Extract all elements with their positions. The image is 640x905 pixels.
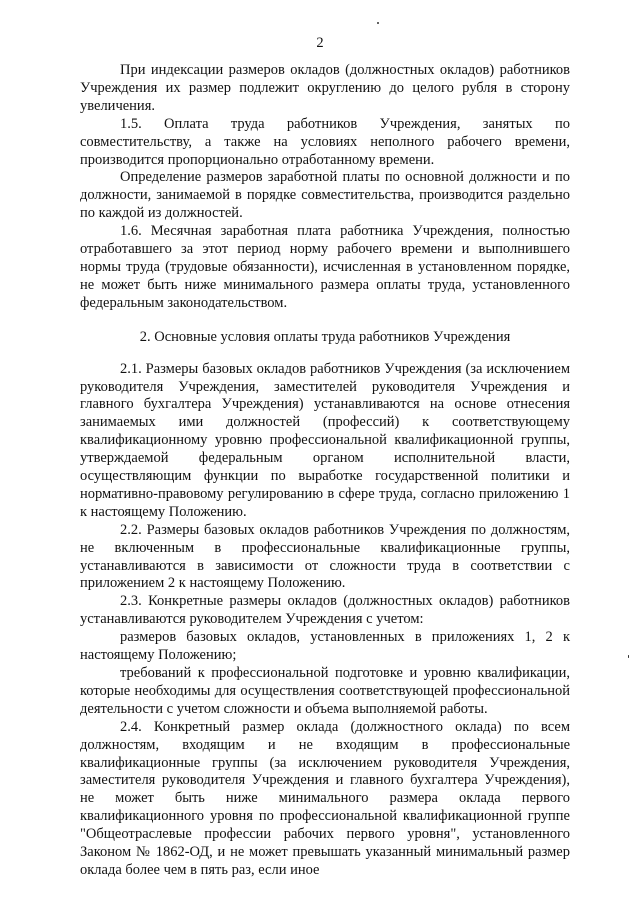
paragraph-2-3-item-1: размеров базовых окладов, установленных в приложениях 1, 2 к настоящему Положению; (80, 629, 570, 664)
paragraph-2-4: 2.4. Конкретный размер оклада (должностного оклада) по всем должностям, входящим и не входящим в профессиональные квалификационные группы (за исключением руководителя Учреждения, заместителя руководителя Учреждения и главного бухгалтера Учреждения), не может быть ниже минимального размера оклада первого квалификационного уровня по профессиональной квалификационной группе "Общеотраслевые профессии рабочих первого уровня", установленного Законом № 1862-ОД, и не может превышать указанный минимальный размер оклада более чем в пять раз, если иное (80, 718, 570, 878)
paragraph-2-2: 2.2. Размеры базовых окладов работников Учреждения по должностям, не включенным в профессиональные квалификационные группы, устанавливаются в зависимости от сложности труда в соответствии с приложением 2 к настоящему Положению. (80, 521, 570, 592)
paragraph-salary-determination: Определение размеров заработной платы по основной должности и по должности, занимаемой в порядке совместительства, производится раздельно по каждой из должностей. (80, 169, 570, 222)
paragraph-indexation: При индексации размеров окладов (должностных окладов) работников Учреждения их размер подлежит округлению до целого рубля в сторону увеличения. (80, 62, 570, 114)
scan-speck (377, 22, 379, 24)
section-heading-2: 2. Основные условия оплаты труда работников Учреждения (139, 328, 511, 345)
paragraph-2-3-item-2: требований к профессиональной подготовке и уровню квалификации, которые необходимы для осуществления соответствующей профессиональной деятельности с учетом сложности и объема выполняемой работы. (80, 665, 570, 717)
paragraph-1-5: 1.5. Оплата труда работников Учреждения, занятых по совместительству, а также на условиях неполного рабочего времени, производится пропорционально отработанному времени. (80, 115, 570, 168)
paragraph-2-3: 2.3. Конкретные размеры окладов (должностных окладов) работников устанавливаются руководителем Учреждения с учетом: (80, 593, 570, 628)
document-body (80, 62, 570, 880)
scan-speck (628, 655, 629, 658)
paragraph-1-6: 1.6. Месячная заработная плата работника Учреждения, полностью отработавшего за этот период норму рабочего времени и выполнившего нормы труда (трудовые обязанности), исчисленная в установленном порядке, не может быть ниже минимального размера оплаты труда, установленного федеральным законодательством. (80, 223, 570, 311)
paragraph-2-1: 2.1. Размеры базовых окладов работников Учреждения (за исключением руководителя Учреждения, заместителей руководителя Учреждения и главного бухгалтера Учреждения) устанавливаются на основе отнесения занимаемых ими должностей (профессий) к соответствующему квалификационному уровню профессиональной квалификационной группы, утверждаемой федеральным органом исполнительной власти, осуществляющим функции по выработке государственной политики и нормативно-правовому регулированию в сфере труда, согласно приложению 1 к настоящему Положению. (80, 360, 570, 520)
page-number: 2 (316, 35, 324, 51)
